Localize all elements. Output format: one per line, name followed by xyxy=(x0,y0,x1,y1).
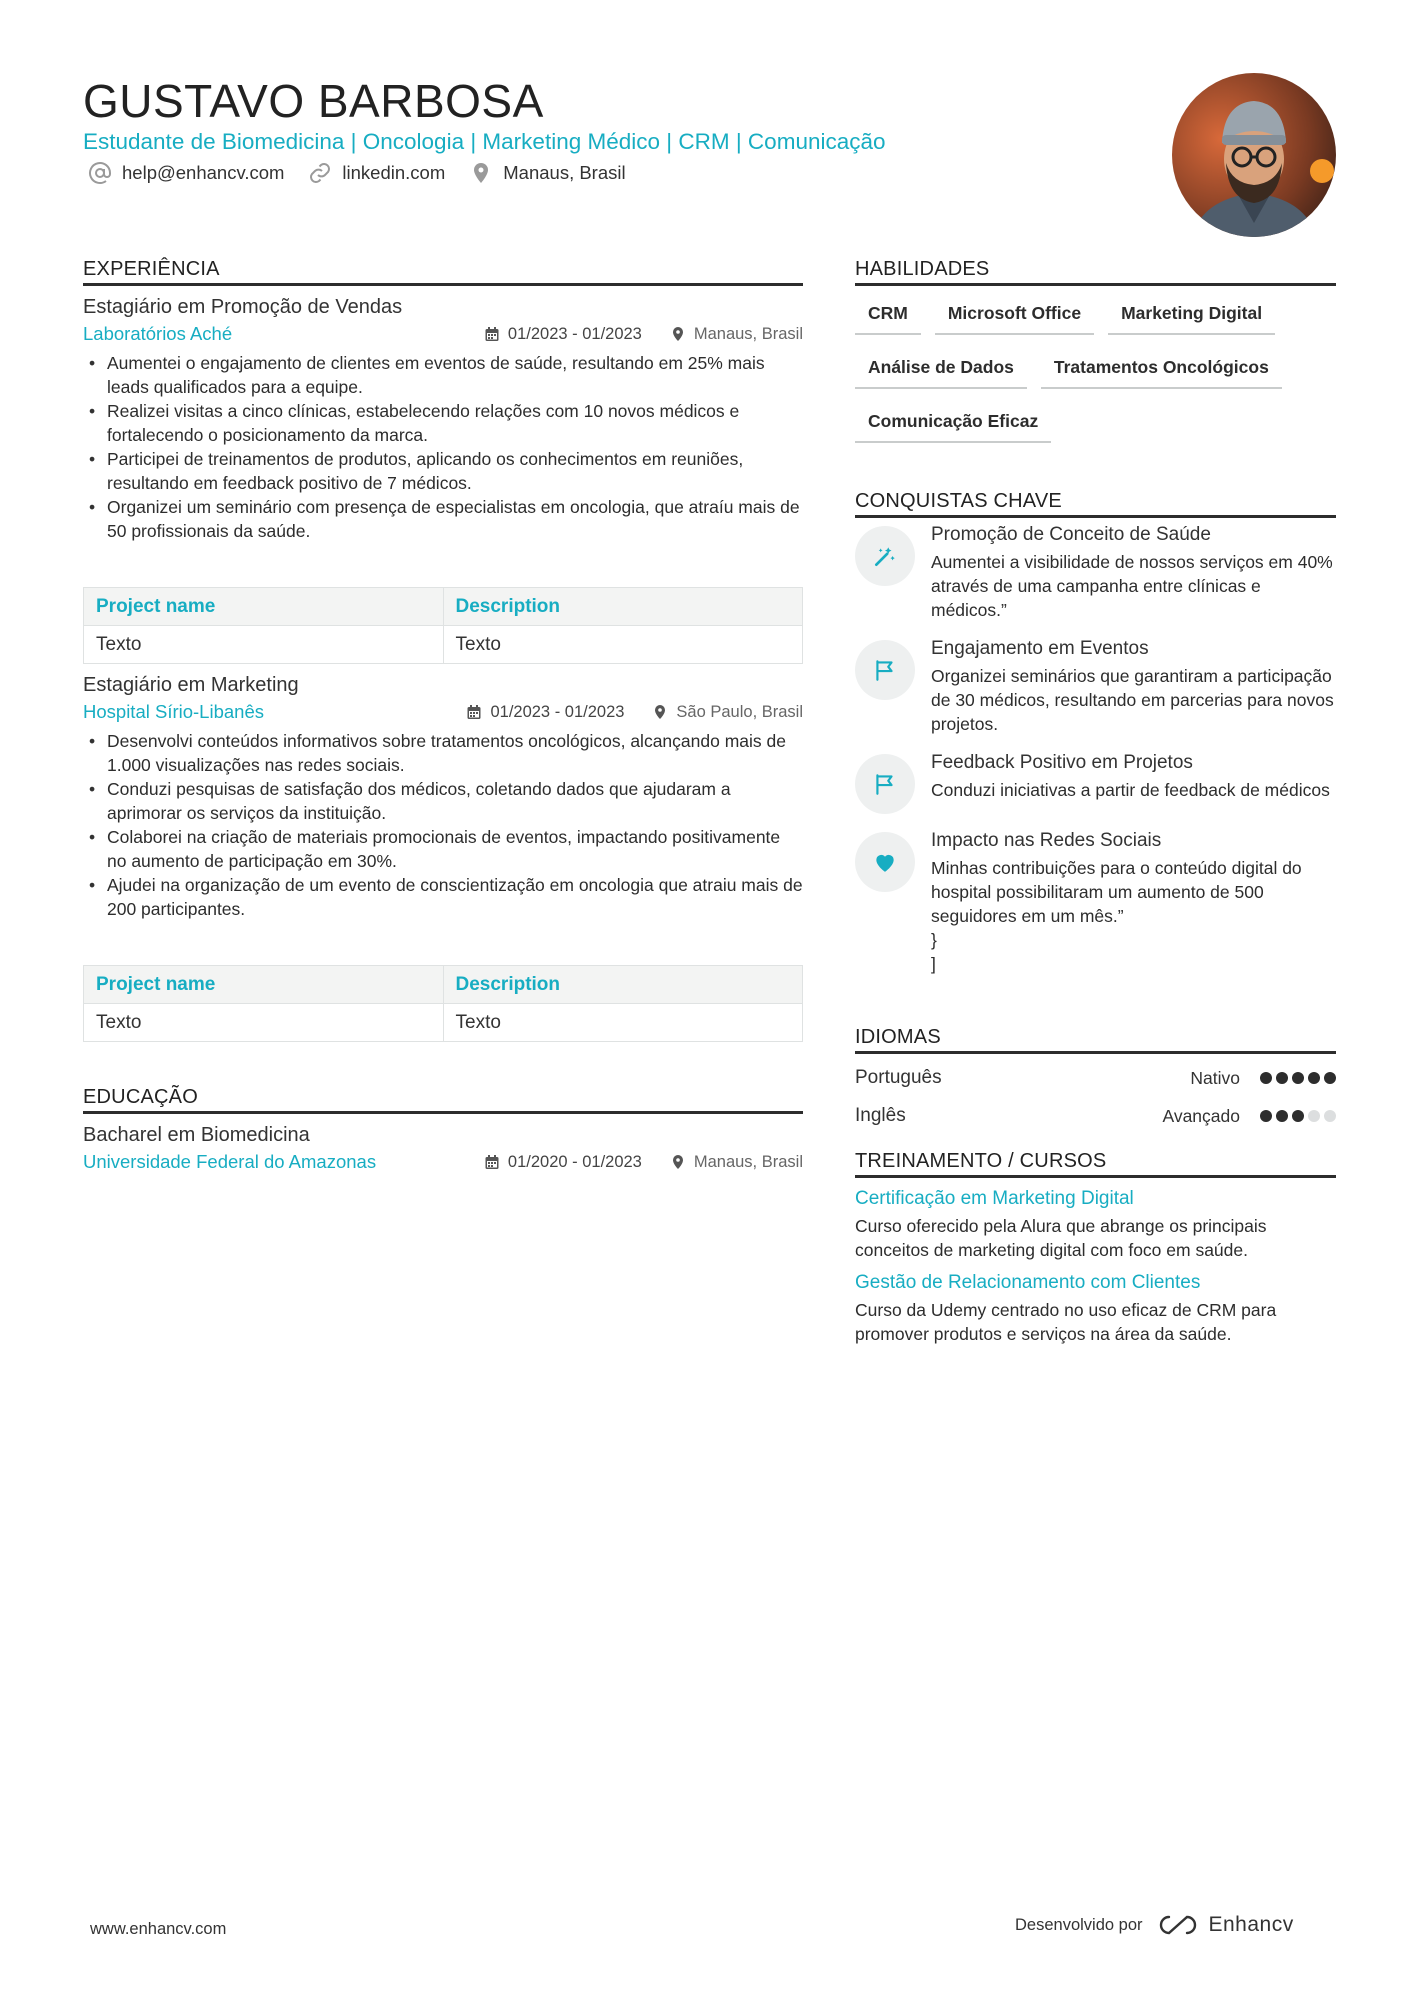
rating-dot-empty xyxy=(1308,1110,1320,1122)
achievement-description: Minhas contribuições para o conteúdo digital do hospital possibilitaram um aumento de 500 seguidores em um mês.” } ] xyxy=(931,858,1302,974)
job-entry xyxy=(83,296,803,664)
table-header-description: Description xyxy=(443,588,803,626)
skill-tag: CRM xyxy=(855,296,921,335)
table-cell: Texto xyxy=(84,626,444,664)
bullet-item: • Conduzi pesquisas de satisfação dos médicos, coletando dados que ajudaram a aprimorar os serviços da instituição. xyxy=(83,777,803,825)
rating-dot-filled xyxy=(1276,1072,1288,1084)
language-row xyxy=(855,1102,1336,1130)
company-name: Hospital Sírio-Libanês xyxy=(83,701,264,722)
calendar-icon xyxy=(484,1154,500,1170)
achievement-title: Feedback Positivo em Projetos xyxy=(931,752,1193,773)
skills-heading: HABILIDADES xyxy=(855,258,1336,286)
powered-by-text: Desenvolvido por xyxy=(1015,1915,1143,1934)
course-item xyxy=(855,1272,1336,1346)
rating-dot-filled xyxy=(1324,1072,1336,1084)
job-entry xyxy=(83,674,803,1042)
language-rating xyxy=(1256,1110,1336,1122)
education-heading: EDUCAÇÃO xyxy=(83,1086,803,1114)
experience-section xyxy=(83,258,803,1042)
candidate-headline: Estudante de Biomedicina | Oncologia | Marketing Médico | CRM | Comunicação xyxy=(83,129,886,154)
school-name: Universidade Federal do Amazonas xyxy=(83,1151,377,1172)
brand-name[interactable]: Enhancv xyxy=(1208,1913,1294,1936)
achievement-title: Impacto nas Redes Sociais xyxy=(931,830,1162,851)
rating-dot-filled xyxy=(1292,1072,1304,1084)
education-section xyxy=(83,1086,803,1173)
bullet-item: • Ajudei na organização de um evento de conscientização em oncologia que atraiu mais de 200 participantes. xyxy=(83,873,803,921)
achievement-item xyxy=(855,752,1336,814)
rating-dot-filled xyxy=(1308,1072,1320,1084)
at-icon xyxy=(88,161,112,185)
job-location: São Paulo, Brasil xyxy=(676,702,803,721)
achievements-heading: CONQUISTAS CHAVE xyxy=(855,490,1336,518)
course-description: Curso oferecido pela Alura que abrange os principais conceitos de marketing digital com foco em saúde. xyxy=(855,1216,1267,1260)
achievement-item xyxy=(855,524,1336,622)
language-name: Português xyxy=(855,1067,942,1088)
location-pin-icon xyxy=(670,1154,686,1170)
flag-icon xyxy=(855,640,915,700)
skill-tag: Tratamentos Oncológicos xyxy=(1041,350,1282,389)
language-row xyxy=(855,1064,1336,1092)
bullet-item: • Colaborei na criação de materiais promocionais de eventos, impactando positivamente no aumento de participação em 30%. xyxy=(83,825,803,873)
language-level: Avançado xyxy=(1162,1105,1240,1126)
table-cell: Texto xyxy=(84,1004,444,1042)
skills-list xyxy=(855,296,1336,458)
achievement-description: Organizei seminários que garantiram a participação de 30 médicos, resultando em parcerias para novos projetos. xyxy=(931,666,1334,734)
education-location: Manaus, Brasil xyxy=(693,1152,803,1171)
languages-heading: IDIOMAS xyxy=(855,1026,1336,1054)
location-pin-icon xyxy=(652,704,668,720)
achievement-item xyxy=(855,638,1336,736)
language-name: Inglês xyxy=(855,1105,906,1126)
achievement-title: Promoção de Conceito de Saúde xyxy=(931,524,1211,545)
job-dates: 01/2023 - 01/2023 xyxy=(490,702,625,721)
table-cell: Texto xyxy=(443,1004,803,1042)
training-section xyxy=(855,1150,1336,1346)
achievement-title: Engajamento em Eventos xyxy=(931,638,1149,659)
course-title: Gestão de Relacionamento com Clientes xyxy=(855,1272,1201,1293)
link-icon xyxy=(308,161,332,185)
magic-wand-icon xyxy=(855,526,915,586)
candidate-name: GUSTAVO BARBOSA xyxy=(83,75,544,127)
enhancv-logo-icon xyxy=(1155,1912,1201,1938)
achievement-item xyxy=(855,830,1336,976)
table-header-project: Project name xyxy=(84,588,444,626)
job-bullets xyxy=(83,351,803,543)
rating-dot-filled xyxy=(1276,1110,1288,1122)
degree-title: Bacharel em Biomedicina xyxy=(83,1124,310,1146)
achievement-description: Aumentei a visibilidade de nossos serviços em 40% através de uma campanha entre clínicas e médicos.” xyxy=(931,552,1333,620)
table-header-project: Project name xyxy=(84,966,444,1004)
skill-tag: Marketing Digital xyxy=(1108,296,1275,335)
flag-icon xyxy=(855,754,915,814)
company-name: Laboratórios Aché xyxy=(83,323,233,344)
achievement-description: Conduzi iniciativas a partir de feedback de médicos xyxy=(931,780,1330,800)
skill-tag: Comunicação Eficaz xyxy=(855,404,1051,443)
bullet-item: • Aumentei o engajamento de clientes em eventos de saúde, resultando em 25% mais leads qualificados para a equipe. xyxy=(83,351,803,399)
location-pin-icon xyxy=(469,161,493,185)
skill-tag: Análise de Dados xyxy=(855,350,1027,389)
education-dates: 01/2020 - 01/2023 xyxy=(507,1152,642,1171)
bullet-item: • Participei de treinamentos de produtos, aplicando os conhecimentos em reuniões, resultando em feedback positivo de 7 médicos. xyxy=(83,447,803,495)
bullet-item: • Realizei visitas a cinco clínicas, estabelecendo relações com 10 novos médicos e fortalecendo o posicionamento da marca. xyxy=(83,399,803,447)
rating-dot-filled xyxy=(1260,1110,1272,1122)
course-item xyxy=(855,1188,1336,1262)
rating-dot-empty xyxy=(1324,1110,1336,1122)
project-table xyxy=(83,965,803,1042)
job-bullets xyxy=(83,729,803,921)
bullet-item: • Organizei um seminário com presença de especialistas em oncologia, que atraíu mais de 50 profissionais da saúde. xyxy=(83,495,803,543)
contact-row xyxy=(88,161,650,185)
contact-linkedin[interactable] xyxy=(308,161,445,185)
table-cell: Texto xyxy=(443,626,803,664)
calendar-icon xyxy=(466,704,482,720)
training-heading: TREINAMENTO / CURSOS xyxy=(855,1150,1336,1178)
linkedin-text: linkedin.com xyxy=(342,162,446,183)
contact-location xyxy=(469,161,625,185)
table-header-description: Description xyxy=(443,966,803,1004)
footer-branding xyxy=(1015,1912,1294,1938)
job-location: Manaus, Brasil xyxy=(693,324,803,343)
contact-email[interactable] xyxy=(88,161,284,185)
skills-section xyxy=(855,258,1336,458)
rating-dot-filled xyxy=(1292,1110,1304,1122)
rating-dot-filled xyxy=(1260,1072,1272,1084)
job-dates: 01/2023 - 01/2023 xyxy=(507,324,642,343)
achievements-section xyxy=(855,490,1336,976)
calendar-icon xyxy=(484,326,500,342)
language-level: Nativo xyxy=(1190,1067,1240,1088)
email-text: help@enhancv.com xyxy=(122,162,285,183)
skill-tag: Microsoft Office xyxy=(935,296,1094,335)
profile-photo xyxy=(1172,73,1336,237)
language-rating xyxy=(1256,1072,1336,1084)
heart-icon xyxy=(855,832,915,892)
languages-section xyxy=(855,1026,1336,1130)
footer-website[interactable]: www.enhancv.com xyxy=(90,1920,227,1938)
location-text: Manaus, Brasil xyxy=(503,162,626,183)
location-pin-icon xyxy=(670,326,686,342)
project-table xyxy=(83,587,803,664)
experience-heading: EXPERIÊNCIA xyxy=(83,258,803,286)
bullet-item: • Desenvolvi conteúdos informativos sobre tratamentos oncológicos, alcançando mais de 1.000 visualizações nas redes sociais. xyxy=(83,729,803,777)
course-description: Curso da Udemy centrado no uso eficaz de CRM para promover produtos e serviços na área da saúde. xyxy=(855,1300,1277,1344)
job-role: Estagiário em Promoção de Vendas xyxy=(83,296,403,318)
job-role: Estagiário em Marketing xyxy=(83,674,299,696)
course-title: Certificação em Marketing Digital xyxy=(855,1188,1134,1209)
